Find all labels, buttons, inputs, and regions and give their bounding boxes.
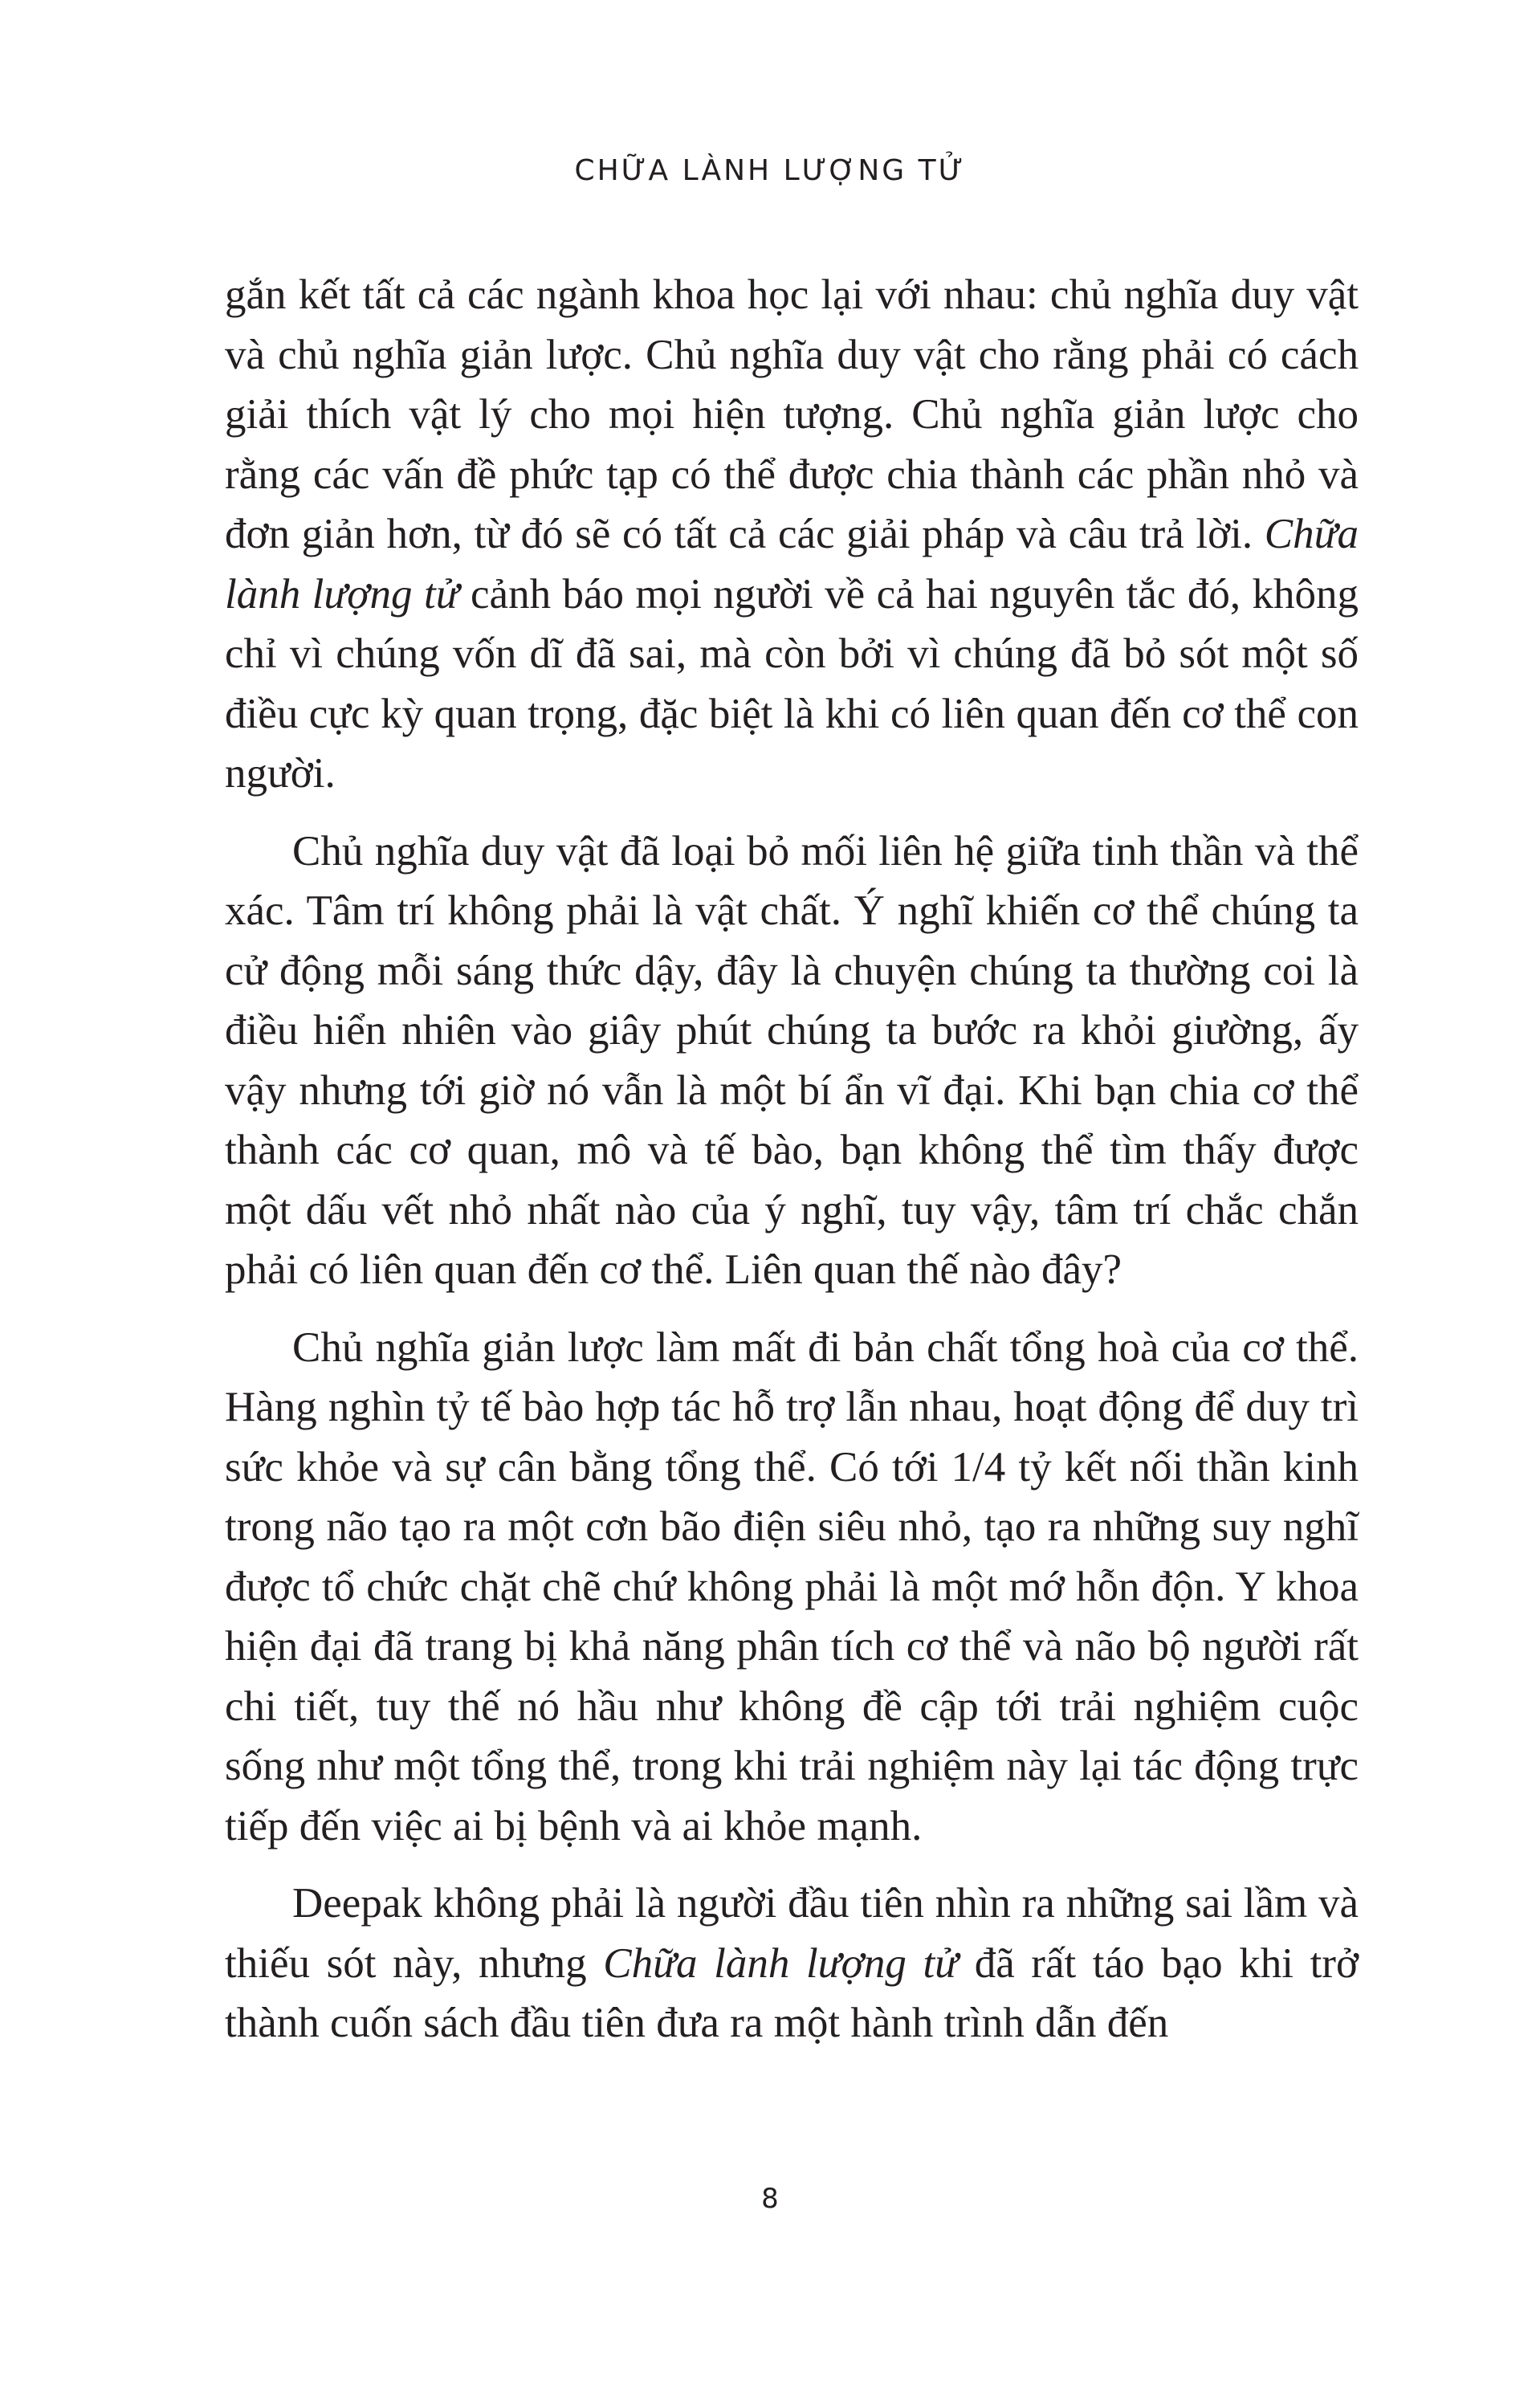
page-number: 8 — [761, 2183, 779, 2215]
running-header: CHỮA LÀNH LƯỢNG TỬ — [574, 154, 966, 187]
paragraph-4-text-a: Deepak không phải là người đầu tiên nhìn ra những sai lầm và thiếu sót này, nhưng — [225, 1880, 1359, 1987]
body-text — [225, 265, 1359, 2071]
paragraph-4-text-b: đã rất táo bạo khi trở thành cuốn sách đầu tiên đưa ra một hành trình dẫn đến — [225, 1939, 1359, 2046]
paragraph-1 — [225, 265, 1359, 804]
book-title-italic: Chữa lành lượng tử — [225, 511, 1359, 618]
paragraph-4 — [225, 1874, 1359, 2053]
paragraph-1-text-a: gắn kết tất cả các ngành khoa học lại với nhau: chủ nghĩa duy vật và chủ nghĩa giản lược. Chủ nghĩa duy vật cho rằng phải có cách giải thích vật lý cho mọi hiện tượng. Chủ nghĩa giản lược cho rằng các vấn đề phức tạp có thể được chia thành các phần nhỏ và đơn giản hơn, từ đó sẽ có tất cả các giải pháp và câu trả lời. — [225, 271, 1359, 557]
paragraph-3: Chủ nghĩa giản lược làm mất đi bản chất tổng hoà của cơ thể. Hàng nghìn tỷ tế bào hợp tác hỗ trợ lẫn nhau, hoạt động để duy trì sức khỏe và sự cân bằng tổng thể. Có tới 1/4 tỷ kết nối thần kinh trong não tạo ra một cơn bão điện siêu nhỏ, tạo ra những suy nghĩ được tổ chức chặt chẽ chứ không phải là một mớ hỗn độn. Y khoa hiện đại đã trang bị khả năng phân tích cơ thể và não bộ người rất chi tiết, tuy thế nó hầu như không đề cập tới trải nghiệm cuộc sống như một tổng thể, trong khi trải nghiệm này lại tác động trực tiếp đến việc ai bị bệnh và ai khỏe mạnh. — [225, 1323, 1359, 1849]
paragraph-1-text-b: cảnh báo mọi người về cả hai nguyên tắc đó, không chỉ vì chúng vốn dĩ đã sai, mà còn bởi vì chúng đã bỏ sót một số điều cực kỳ quan trọng, đặc biệt là khi có liên quan đến cơ thể con người. — [225, 570, 1359, 797]
paragraph-2: Chủ nghĩa duy vật đã loại bỏ mối liên hệ giữa tinh thần và thể xác. Tâm trí không phải là vật chất. Ý nghĩ khiến cơ thể chúng ta cử động mỗi sáng thức dậy, đây là chuyện chúng ta thường coi là điều hiển nhiên vào giây phút chúng ta bước ra khỏi giường, ấy vậy nhưng tới giờ nó vẫn là một bí ẩn vĩ đại. Khi bạn chia cơ thể thành các cơ quan, mô và tế bào, bạn không thể tìm thấy được một dấu vết nhỏ nhất nào của ý nghĩ, tuy vậy, tâm trí chắc chắn phải có liên quan đến cơ thể. Liên quan thế nào đây? — [225, 827, 1359, 1293]
book-title-italic: Chữa lành lượng tử — [603, 1939, 959, 1987]
